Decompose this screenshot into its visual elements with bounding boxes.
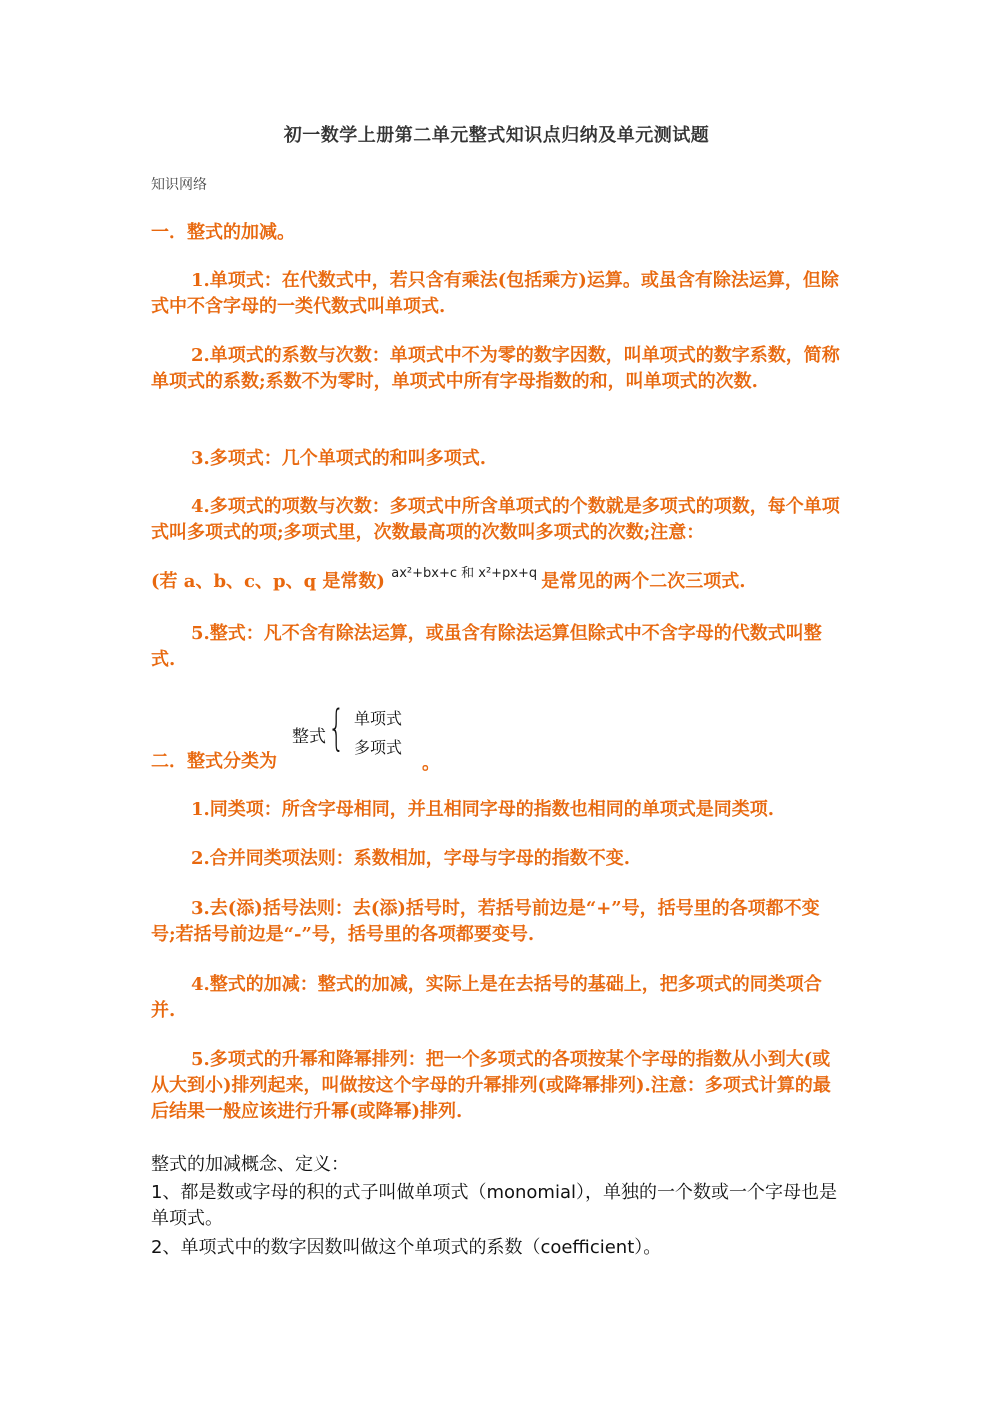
concepts-heading: 整式的加减概念、定义： [151, 1154, 349, 1175]
concept-item-2: 2、单项式中的数字因数叫做这个单项式的系数（coefficient）。 [151, 1237, 662, 1258]
s1-item-2: 2.单项式的系数与次数：单项式中不为零的数字因数，叫单项式的数字系数，简称单项式的系数;系数不为零时，单项式中所有字母指数的和，叫单项式的次数. [151, 345, 840, 392]
s2-item-2: 2.合并同类项法则：系数相加，字母与字母的指数不变. [191, 848, 631, 869]
note-prefix: (若 a、b、c、p、q 是常数) [151, 571, 385, 592]
s1-item-4-note [151, 566, 851, 595]
network-label: 知识网络 [151, 177, 207, 193]
section2-heading: 二．整式分类为 [151, 751, 277, 772]
formula-text: ax²+bx+c 和 x²+px+q [391, 566, 538, 581]
classify-branch-1: 单项式 [354, 709, 403, 728]
classification-diagram [292, 702, 422, 762]
section1-heading: 一．整式的加减。 [151, 222, 295, 243]
s2-item-1: 1.同类项：所含字母相同，并且相同字母的指数也相同的单项式是同类项. [191, 799, 775, 820]
s2-item-3: 3.去(添)括号法则：去(添)括号时，若括号前边是“+”号，括号里的各项都不变号;若括号前边是“-”号，括号里的各项都要变号. [151, 898, 820, 945]
note-suffix: 是常见的两个二次三项式. [541, 571, 746, 592]
s1-item-3: 3.多项式：几个单项式的和叫多项式. [191, 448, 487, 469]
s1-item-5: 5.整式：凡不含有除法运算，或虽含有除法运算但除式中不含字母的代数式叫整式. [151, 623, 822, 670]
s2-item-5: 5.多项式的升幂和降幂排列：把一个多项式的各项按某个字母的指数从小到大(或从大到小)排列起来，叫做按这个字母的升幂排列(或降幂排列).注意：多项式计算的最后结果一般应该进行升幂(或降幂)排列. [151, 1049, 831, 1122]
brace-icon: { [328, 700, 345, 756]
s1-item-4: 4.多项式的项数与次数：多项式中所含单项式的个数就是多项式的项数，每个单项式叫多项式的项;多项式里，次数最高项的次数叫多项式的次数;注意： [151, 496, 840, 543]
concept-item-1: 1、都是数或字母的积的式子叫做单项式（monomial），单独的一个数或一个字母也是单项式。 [151, 1182, 837, 1229]
quadratic-formula [391, 566, 541, 589]
section2-heading-end: 。 [422, 753, 440, 774]
document-title: 初一数学上册第二单元整式知识点归纳及单元测试题 [283, 125, 710, 146]
s1-item-1: 1.单项式：在代数式中，若只含有乘法(包括乘方)运算。或虽含有除法运算，但除式中不含字母的一类代数式叫单项式. [151, 270, 839, 317]
classify-root: 整式 [292, 727, 326, 747]
classify-branch-2: 多项式 [354, 738, 403, 757]
s2-item-4: 4.整式的加减：整式的加减，实际上是在去括号的基础上，把多项式的同类项合并. [151, 974, 822, 1021]
